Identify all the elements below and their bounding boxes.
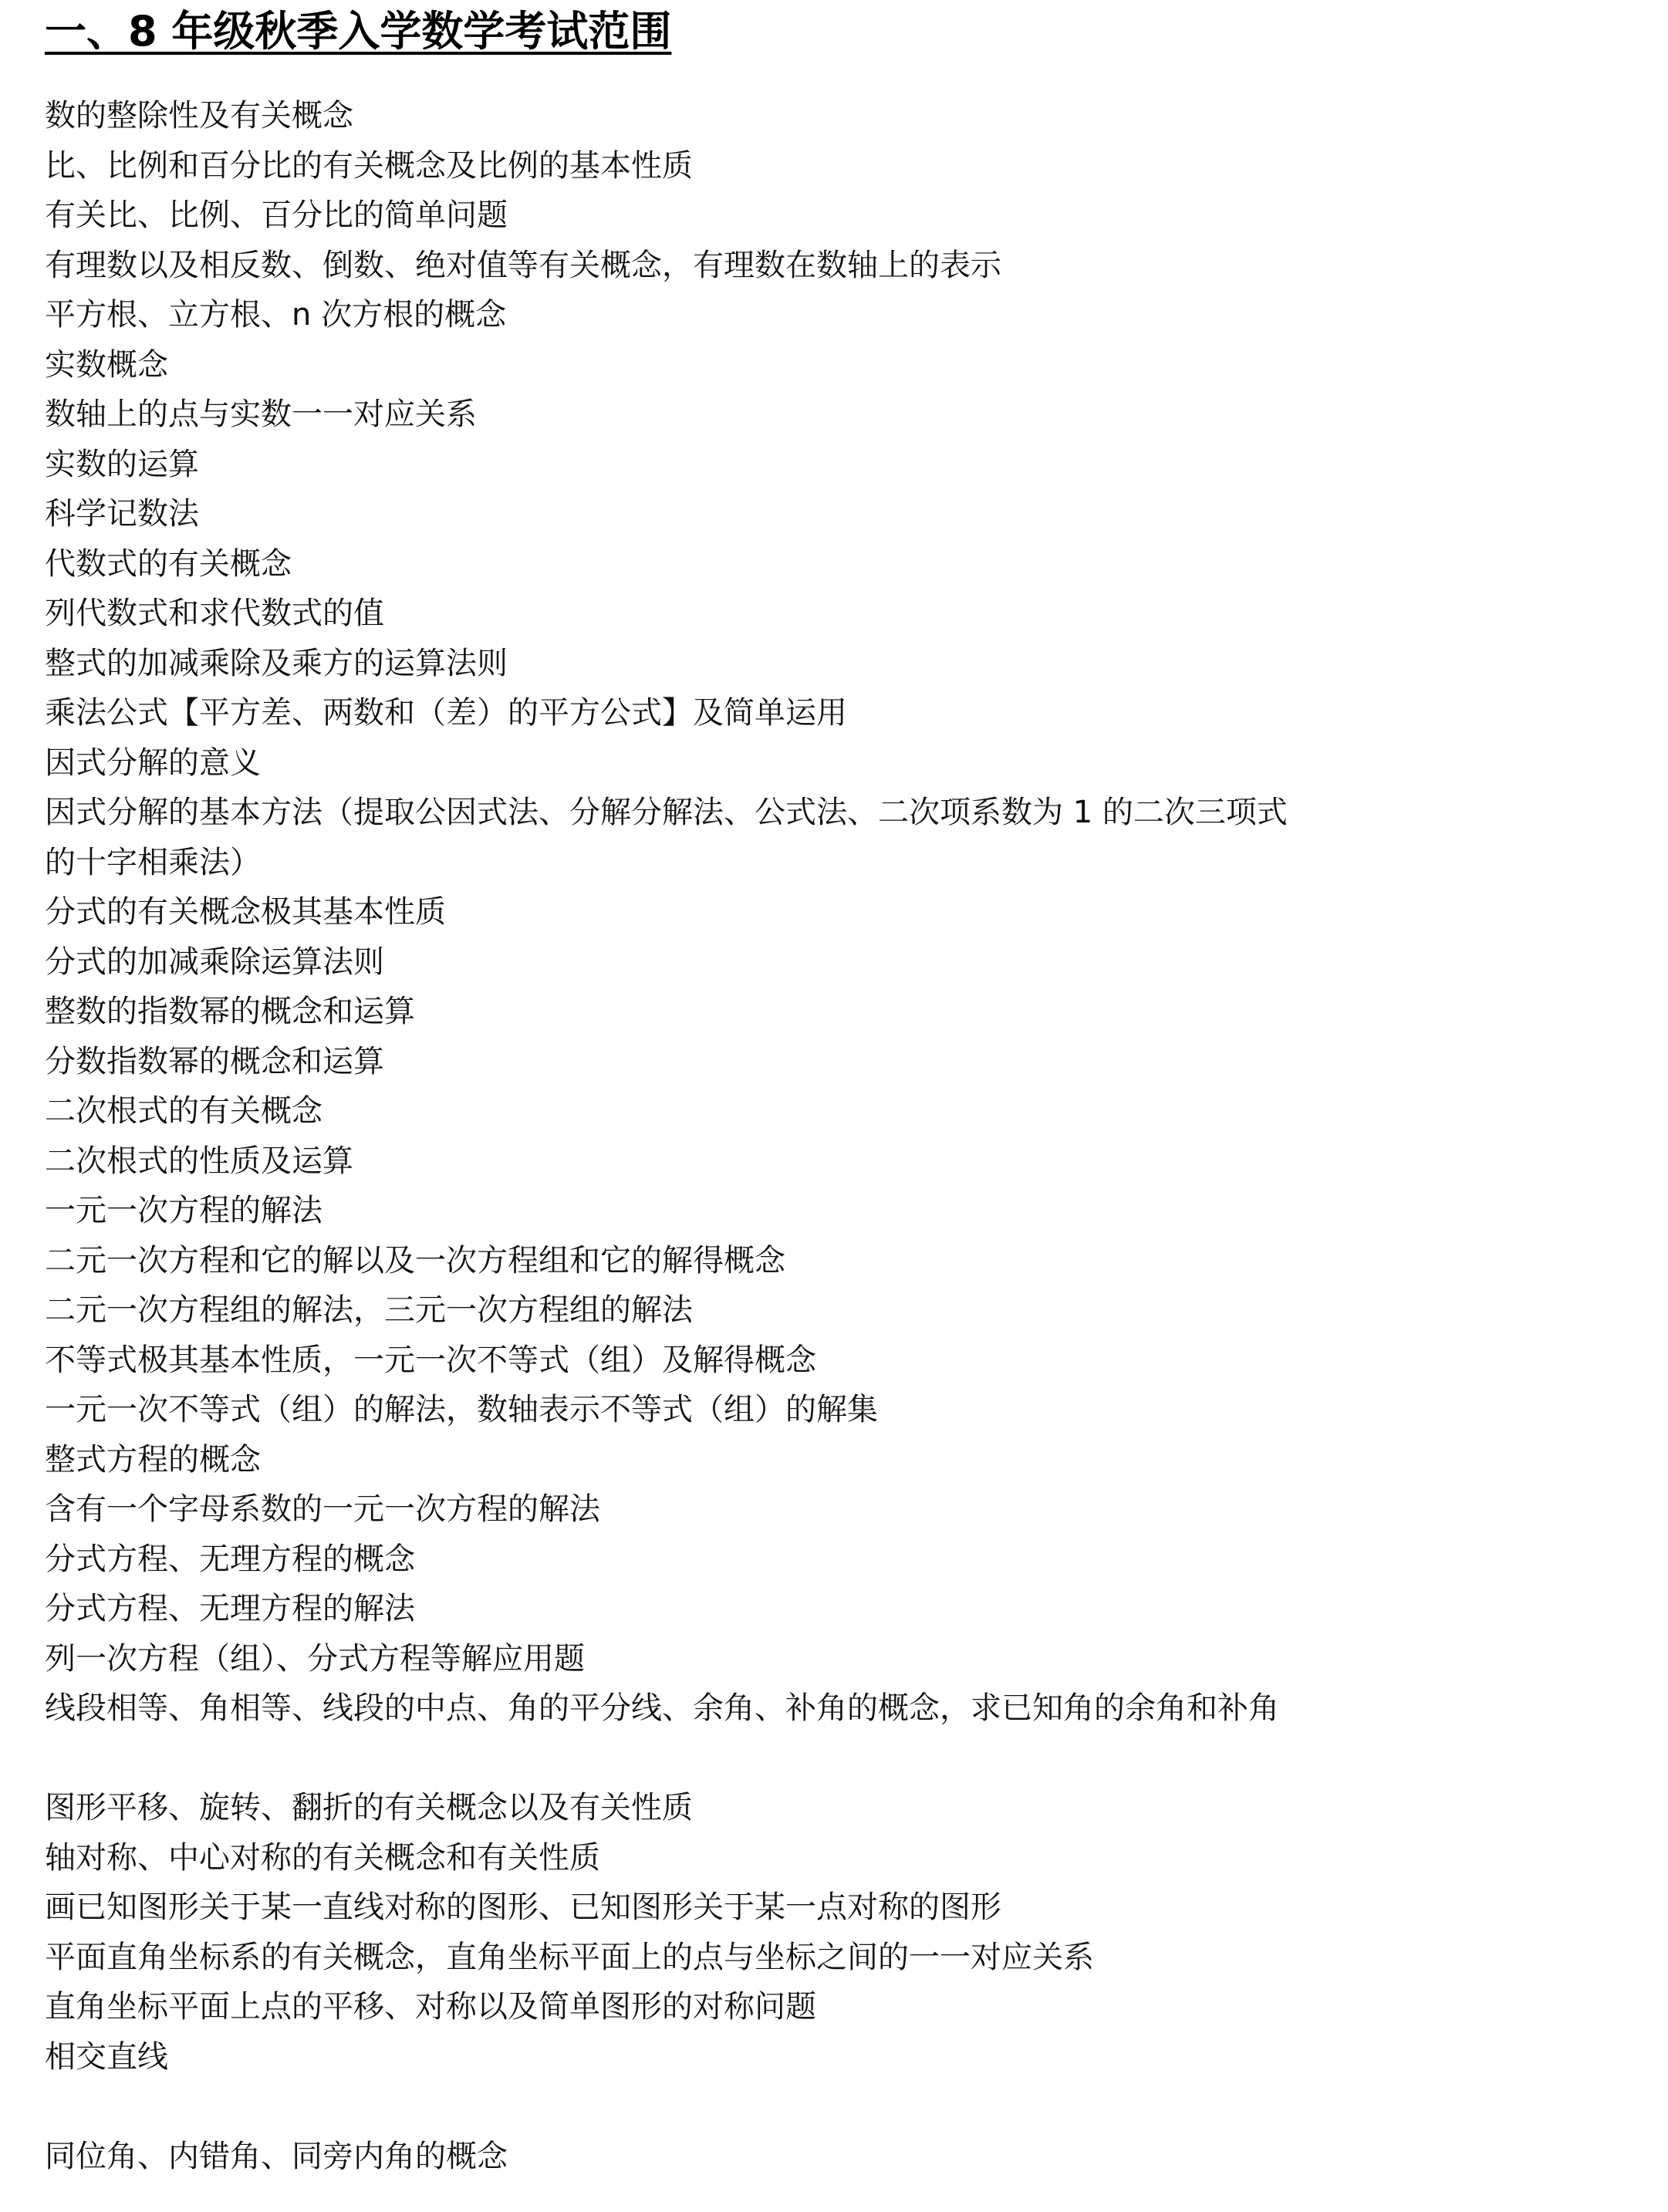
topic-item: 因式分解的基本方法（提取公因式法、分解分解法、公式法、二次项系数为 1 的二次三项式 bbox=[45, 795, 1288, 830]
topic-item: 同位角、内错角、同旁内角的概念 bbox=[45, 2138, 508, 2174]
page-title: 一、8 年级秋季入学数学考试范围 bbox=[45, 7, 672, 56]
topic-item: 线段相等、角相等、线段的中点、角的平分线、余角、补角的概念，求已知角的余角和补角 bbox=[45, 1690, 1279, 1726]
topic-item: 有理数以及相反数、倒数、绝对值等有关概念，有理数在数轴上的表示 bbox=[45, 247, 1001, 283]
topic-item: 实数的运算 bbox=[45, 446, 199, 482]
topic-item: 轴对称、中心对称的有关概念和有关性质 bbox=[45, 1839, 600, 1876]
blank-line bbox=[45, 2082, 1634, 2132]
topic-item: 比、比例和百分比的有关概念及比例的基本性质 bbox=[45, 147, 693, 184]
topic-item: 相交直线 bbox=[45, 2038, 168, 2075]
topic-list bbox=[45, 91, 1634, 2181]
topic-item: 二元一次方程和它的解以及一次方程组和它的解得概念 bbox=[45, 1242, 785, 1278]
topic-item: 乘法公式【平方差、两数和（差）的平方公式】及简单运用 bbox=[45, 695, 847, 731]
topic-item: 直角坐标平面上点的平移、对称以及简单图形的对称问题 bbox=[45, 1989, 816, 2025]
topic-item: 一元一次方程的解法 bbox=[45, 1193, 322, 1228]
topic-item: 含有一个字母系数的一元一次方程的解法 bbox=[45, 1491, 600, 1527]
topic-item: 整式方程的概念 bbox=[45, 1441, 261, 1477]
topic-item: 数轴上的点与实数一一对应关系 bbox=[45, 397, 477, 432]
topic-item: 分式的加减乘除运算法则 bbox=[45, 944, 384, 980]
topic-item: 不等式极其基本性质，一元一次不等式（组）及解得概念 bbox=[45, 1342, 816, 1378]
topic-item: 分式的有关概念极其基本性质 bbox=[45, 894, 446, 930]
topic-item: 二元一次方程组的解法，三元一次方程组的解法 bbox=[45, 1292, 693, 1328]
topic-item: 科学记数法 bbox=[45, 496, 199, 532]
topic-item: 有关比、比例、百分比的简单问题 bbox=[45, 198, 508, 233]
topic-item: 一元一次不等式（组）的解法，数轴表示不等式（组）的解集 bbox=[45, 1392, 878, 1427]
topic-item: 的十字相乘法） bbox=[45, 844, 261, 880]
topic-item: 二次根式的性质及运算 bbox=[45, 1143, 353, 1179]
topic-item: 因式分解的意义 bbox=[45, 745, 261, 781]
topic-item: 列一次方程（组）、分式方程等解应用题 bbox=[45, 1640, 585, 1677]
topic-item: 实数概念 bbox=[45, 346, 168, 383]
topic-item: 画已知图形关于某一直线对称的图形、已知图形关于某一点对称的图形 bbox=[45, 1889, 1001, 1925]
topic-item: 分式方程、无理方程的解法 bbox=[45, 1591, 415, 1626]
topic-item: 数的整除性及有关概念 bbox=[45, 98, 353, 133]
topic-item: 平方根、立方根、n 次方根的概念 bbox=[45, 297, 507, 333]
topic-item: 代数式的有关概念 bbox=[45, 545, 292, 582]
topic-item: 分数指数幂的概念和运算 bbox=[45, 1043, 384, 1079]
topic-item: 平面直角坐标系的有关概念，直角坐标平面上的点与坐标之间的一一对应关系 bbox=[45, 1939, 1094, 1975]
topic-item: 分式方程、无理方程的概念 bbox=[45, 1541, 415, 1577]
blank-line bbox=[45, 1734, 1634, 1784]
topic-item: 二次根式的有关概念 bbox=[45, 1093, 322, 1129]
topic-item: 整式的加减乘除及乘方的运算法则 bbox=[45, 645, 508, 681]
topic-item: 整数的指数幂的概念和运算 bbox=[45, 994, 415, 1029]
topic-item: 图形平移、旋转、翻折的有关概念以及有关性质 bbox=[45, 1790, 693, 1825]
topic-item: 列代数式和求代数式的值 bbox=[45, 596, 384, 631]
